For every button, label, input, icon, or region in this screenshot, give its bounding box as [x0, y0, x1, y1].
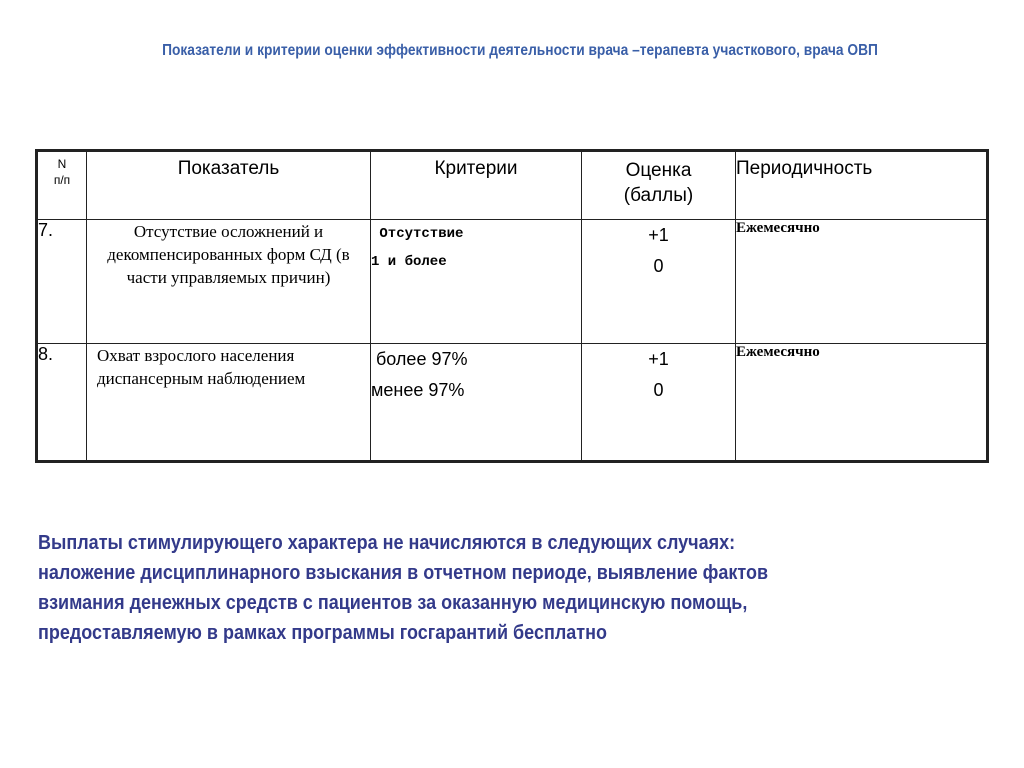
- header-number: [37, 151, 87, 220]
- criteria-option: 1 и более: [371, 254, 447, 270]
- row-score: [582, 220, 736, 344]
- note-line: предоставляемую в рамках программы госгарантий бесплатно: [38, 622, 607, 644]
- row-indicator: Охват взрослого населения диспансерным наблюдением: [87, 344, 371, 462]
- table-header-row: [37, 151, 988, 220]
- row-indicator: Отсутствие осложнений и декомпенсированных форм СД (в части управляемых причин): [87, 220, 371, 344]
- header-periodicity: Периодичность: [736, 151, 988, 220]
- table-row: [37, 220, 988, 344]
- payment-note: [38, 528, 902, 648]
- header-score: [582, 151, 736, 220]
- header-score-line1: Оценка: [625, 160, 692, 181]
- note-line: Выплаты стимулирующего характера не начисляются в следующих случаях:: [38, 532, 736, 554]
- score-value: +1: [648, 349, 669, 369]
- score-value: 0: [653, 380, 664, 400]
- criteria-table: [35, 149, 989, 463]
- row-criteria: [371, 220, 582, 344]
- row-criteria: [371, 344, 582, 462]
- row-periodicity: Ежемесячно: [736, 344, 988, 462]
- header-score-line2: (баллы): [623, 185, 694, 206]
- row-score: [582, 344, 736, 462]
- criteria-option: Отсутствие: [371, 226, 464, 242]
- header-indicator: Показатель: [87, 151, 371, 220]
- note-line: наложение дисциплинарного взыскания в отчетном периоде, выявление фактов: [38, 562, 769, 584]
- score-value: 0: [653, 256, 664, 276]
- header-criteria: Критерии: [371, 151, 582, 220]
- criteria-option: более 97%: [371, 349, 468, 369]
- score-value: +1: [648, 225, 669, 245]
- table-row: [37, 344, 988, 462]
- row-number: 8.: [37, 344, 87, 462]
- header-number-line1: N: [57, 157, 67, 171]
- page-title: Показатели и критерии оценки эффективности деятельности врача –терапевта участкового, врача ОВП: [162, 42, 878, 59]
- criteria-option: менее 97%: [371, 380, 465, 400]
- row-periodicity: Ежемесячно: [736, 220, 988, 344]
- note-line: взимания денежных средств с пациентов за оказанную медицинскую помощь,: [38, 592, 748, 614]
- header-number-line2: п/п: [53, 173, 71, 187]
- row-number: 7.: [37, 220, 87, 344]
